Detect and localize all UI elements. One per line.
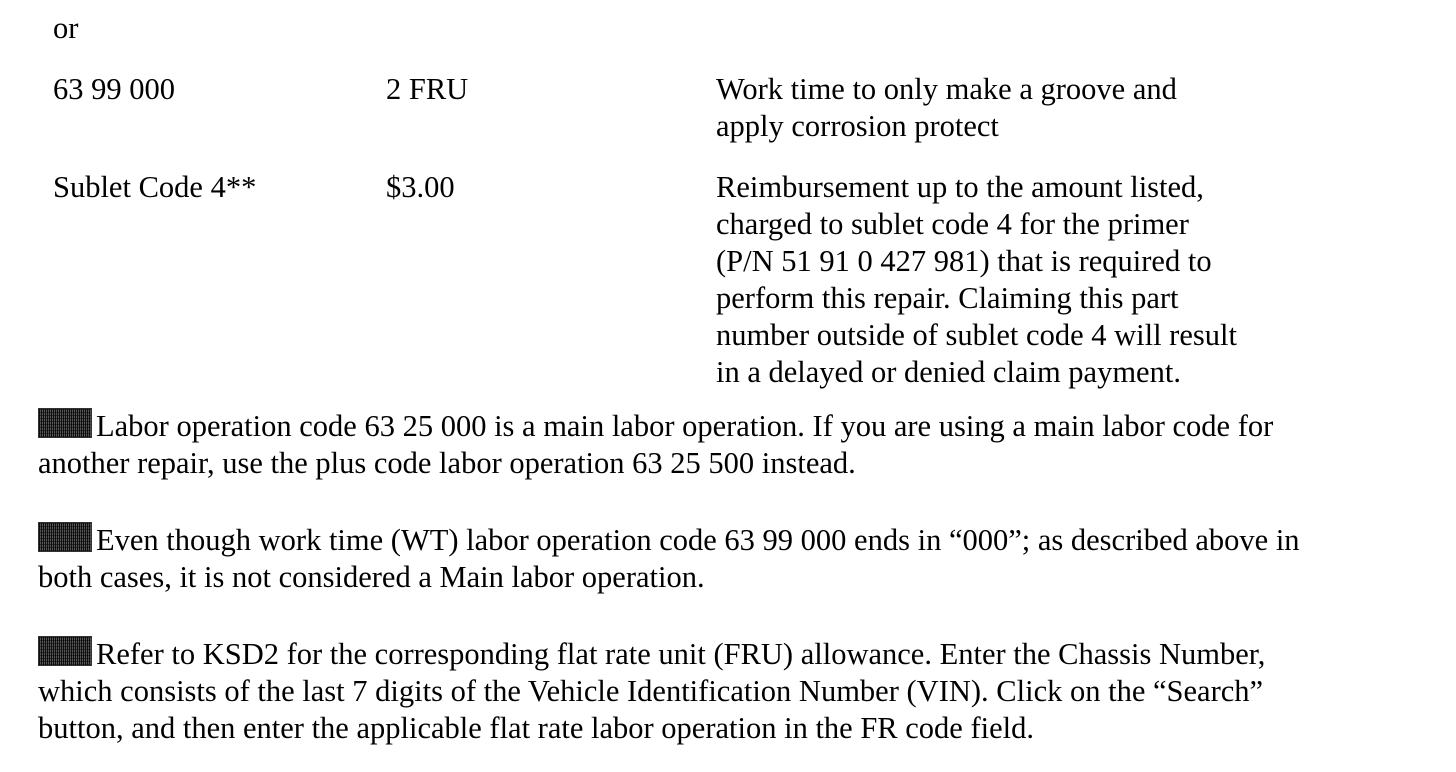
- description-line: charged to sublet code 4 for the primer: [716, 207, 1189, 241]
- footnote-line: [38, 522, 1438, 559]
- description-cell: [716, 169, 1237, 391]
- footnote-line: button, and then enter the applicable flat rate labor operation in the FR code field.: [38, 711, 1034, 745]
- footnote-line: both cases, it is not considered a Main labor operation.: [38, 560, 705, 594]
- footnote: [38, 636, 1438, 747]
- footnote-text: Even though work time (WT) labor operation code 63 99 000 ends in “000”; as described above in: [96, 523, 1300, 557]
- footnote-line: which consists of the last 7 digits of the Vehicle Identification Number (VIN). Click on the “Search”: [38, 674, 1264, 708]
- amount-cell: $3.00: [386, 170, 455, 204]
- description-line: in a delayed or denied claim payment.: [716, 355, 1181, 389]
- lead-in-text: or: [53, 11, 79, 45]
- description-line: apply corrosion protect: [716, 109, 999, 143]
- description-line: (P/N 51 91 0 427 981) that is required to: [716, 244, 1212, 278]
- footnote-marker-icon: [38, 408, 92, 438]
- description-line: perform this repair. Claiming this part: [716, 281, 1179, 315]
- description-cell: [716, 71, 1177, 145]
- footnote: [38, 408, 1438, 482]
- footnote-text: Refer to KSD2 for the corresponding flat rate unit (FRU) allowance. Enter the Chassis Number,: [96, 637, 1266, 671]
- description-line: Work time to only make a groove and: [716, 72, 1177, 106]
- footnote-line: another repair, use the plus code labor operation 63 25 500 instead.: [38, 446, 856, 480]
- labor-code-cell: Sublet Code 4**: [53, 170, 257, 204]
- labor-code-cell: 63 99 000: [53, 72, 175, 106]
- footnote-text: Labor operation code 63 25 000 is a main labor operation. If you are using a main labor code for: [96, 409, 1274, 443]
- footnote: [38, 522, 1438, 596]
- description-line: Reimbursement up to the amount listed,: [716, 170, 1204, 204]
- footnote-marker-icon: [38, 636, 92, 666]
- footnote-line: [38, 636, 1438, 673]
- description-line: number outside of sublet code 4 will result: [716, 318, 1237, 352]
- footnote-marker-icon: [38, 522, 92, 552]
- footnote-line: [38, 408, 1438, 445]
- amount-cell: 2 FRU: [386, 72, 469, 106]
